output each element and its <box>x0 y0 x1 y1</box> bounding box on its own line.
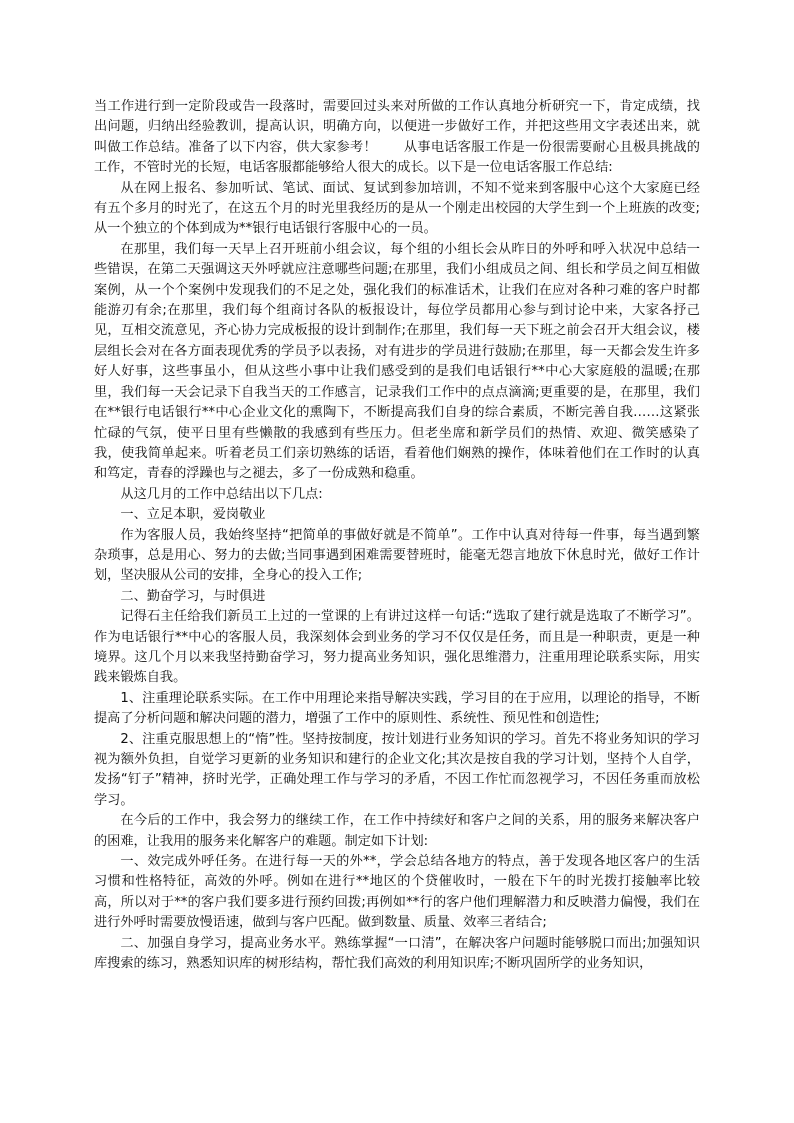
section-heading-2: 二、勤奋学习，与时俱进 <box>120 588 266 604</box>
paragraph-summary-lead: 从这几月的工作中总结出以下几点: <box>120 486 323 502</box>
paragraph-point-2: 2、注重克服思想上的“惰”性。坚持按制度，按计划进行业务知识的学习。首先不将业务知识的学习视为额外负担，自觉学习更新的业务知识和建行的企业文化;其次是按自我的学习计划，坚持个人自学，发扬“钉子”精神，挤时光学，正确处理工作与学习的矛盾，不因工作忙而忽视学习，不因任务重而放松学习。 <box>94 731 700 808</box>
paragraph-intro: 当工作进行到一定阶段或告一段落时，需要回过头来对所做的工作认真地分析研究一下，肯定成绩，找出问题，归纳出经验教训，提高认识，明确方向，以便进一步做好工作，并把这些用文字表述出来，就叫做工作总结。准备了以下内容，供大家参考！ 从事电话客服工作是一份很需要耐心且极具挑战的工作，不管时光的长短，电话客服都能够给人很大的成长。以下是一位电话客服工作总结: <box>94 99 700 176</box>
paragraph-plan-2: 二、加强自身学习，提高业务水平。熟练掌握“一口清”，在解决客户问题时能够脱口而出;加强知识库搜索的练习，熟悉知识库的树形结构，帮忙我们高效的利用知识库;不断巩固所学的业务知识， <box>94 935 700 972</box>
paragraph-section-2: 记得石主任给我们新员工上过的一堂课的上有讲过这样一句话:“选取了建行就是选取了不断学习”。作为电话银行**中心的客服人员，我深刻体会到业务的学习不仅仅是任务，而且是一种职责，更是一种境界。这几个月以来我坚持勤奋学习，努力提高业务知识，强化思维潜力，注重用理论联系实际，用实践来锻炼自我。 <box>94 609 700 686</box>
paragraph-background: 从在网上报名、参加听试、笔试、面试、复试到参加培训，不知不觉来到客服中心这个大家庭已经有五个多月的时光了，在这五个月的时光里我经历的是从一个刚走出校园的大学生到一个上班族的改变;从一个独立的个体到成为**银行电话银行客服中心的一员。 <box>94 180 700 237</box>
document-page <box>94 97 700 974</box>
paragraph-point-1: 1、注重理论联系实际。在工作中用理论来指导解决实践，学习目的在于应用，以理论的指导，不断提高了分析问题和解决问题的潜力，增强了工作中的原则性、系统性、预见性和创造性; <box>94 690 700 727</box>
paragraph-future-plan: 在今后的工作中，我会努力的继续工作，在工作中持续好和客户之间的关系，用的服务来解决客户的困难，让我用的服务来化解客户的难题。制定如下计划: <box>94 813 700 849</box>
paragraph-section-1: 作为客服人员，我始终坚持“把简单的事做好就是不简单”。工作中认真对待每一件事，每当遇到繁杂琐事，总是用心、努力的去做;当同事遇到困难需要替班时，能毫无怨言地放下休息时光，做好工作计划，坚决服从公司的安排，全身心的投入工作; <box>94 527 700 584</box>
section-heading-1: 一、立足本职，爱岗敬业 <box>120 507 266 523</box>
paragraph-plan-1: 一、效完成外呼任务。在进行每一天的外**，学会总结各地方的特点，善于发现各地区客户的生活习惯和性格特征，高效的外呼。例如在进行**地区的个贷催收时，一般在下午的时光拨打接触率比较高，所以对于**的客户我们要多进行预约回拨;再例如**行的客户他们理解潜力和反映潜力偏慢，我们在进行外呼时需要放慢语速，做到与客户匹配。做到数量、质量、效率三者结合; <box>94 854 700 931</box>
paragraph-daily-work: 在那里，我们每一天早上召开班前小组会议，每个组的小组长会从昨日的外呼和呼入状况中总结一些错误，在第二天强调这天外呼就应注意哪些问题;在那里，我们小组成员之间、组长和学员之间互相做案例，从一个个案例中发现我们的不足之处，强化我们的标准话术，让我们在应对各种刁难的客户时都能游刃有余;在那里，我们每个组商讨各队的板报设计，每位学员都用心参与到讨论中来，大家各抒己见，互相交流意见，齐心协力完成板报的设计到制作;在那里，我们每一天下班之前会召开大组会议，楼层组长会对在各方面表现优秀的学员予以表扬，对有进步的学员进行鼓励;在那里，每一天都会发生许多好人好事，这些事虽小，但从这些小事中让我们感受到的是我们电话银行**中心大家庭般的温暖;在那里，我们每一天会记录下自我当天的工作感言，记录我们工作中的点点滴滴;更重要的是，在那里，我们在**银行电话银行**中心企业文化的熏陶下，不断提高我们自身的综合素质，不断完善自我……这紧张忙碌的气氛，使平日里有些懒散的我感到有些压力。但老坐席和新学员们的热情、欢迎、微笑感染了我，使我简单起来。听着老员工们亲切熟练的话语，看着他们娴熟的操作，体味着他们在工作时的认真和笃定，青春的浮躁也与之褪去，多了一份成熟和稳重。 <box>94 241 700 482</box>
